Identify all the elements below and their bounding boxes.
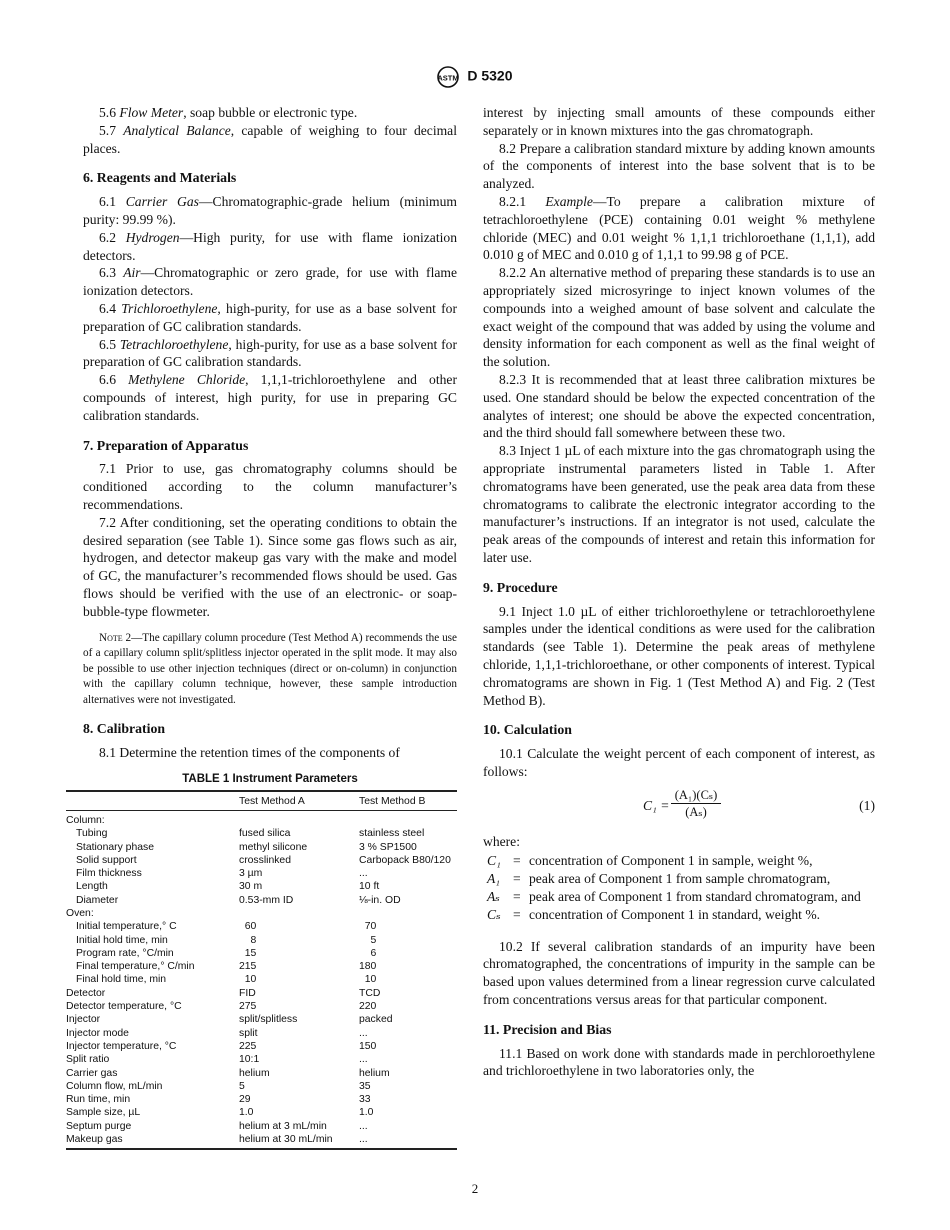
- note-2: Note 2—The capillary column procedure (Test Method A) recommends the use of a capillary column split/splitless injector operated in the split mode. It may also be possible to use other injection techniques (direct or on-column) in conjunction with the capillary column technique, however, these sample introduction alternatives were not investigated.: [83, 631, 457, 706]
- table-cell: ...: [359, 868, 368, 880]
- table-cell: 0.53-mm ID: [239, 894, 294, 906]
- table-cell: Septum purge: [66, 1120, 132, 1132]
- astm-logo-icon: [437, 66, 459, 88]
- table-cell: 5: [239, 1080, 245, 1092]
- table-cell: 1.0: [359, 1107, 374, 1119]
- table-row: [66, 934, 457, 947]
- table-cell: 220: [359, 1001, 377, 1013]
- table-cell: stainless steel: [359, 828, 425, 840]
- table-cell: 35: [359, 1080, 371, 1092]
- section-9-heading: 9. Procedure: [483, 579, 558, 595]
- table-cell: Injector mode: [66, 1027, 129, 1039]
- table-cell: [239, 907, 359, 920]
- table-cell: Program rate, °C/min: [76, 947, 174, 959]
- table-cell: 225: [239, 1040, 257, 1052]
- para-8-1: 8.1 Determine the retention times of the components of: [99, 744, 400, 760]
- table-row: [66, 1053, 457, 1066]
- table-cell: Stationary phase: [76, 841, 154, 853]
- para-7-2: 7.2 After conditioning, set the operating conditions to obtain the desired separation (see Table 1). Since some gas flows such as air, hydrogen, and detector makeup gas vary with the make and model of GC, the manufacturer’s recommended flows should be used. Gas flows should be verified with the use of an electronic- or soap- bubble-type flowmeter.: [83, 514, 457, 619]
- table-cell: helium at 30 mL/min: [239, 1133, 359, 1149]
- table-cell: 70: [359, 921, 377, 933]
- table-header-cell: Test Method A: [239, 791, 359, 811]
- table-cell: ...: [359, 1120, 368, 1132]
- table-cell: Column:: [66, 814, 105, 826]
- table-row: [66, 1093, 457, 1106]
- table-cell: Detector: [66, 987, 106, 999]
- table-cell: 15: [239, 947, 257, 959]
- equation-numerator: (A₁)(Cₛ): [671, 787, 721, 804]
- table-row: [66, 880, 457, 893]
- para-6-3: 6.3 Air—Chromatographic or zero grade, for use with flame ionization detectors.: [83, 265, 457, 299]
- section-7-heading: 7. Preparation of Apparatus: [83, 437, 249, 453]
- table-cell: Carrier gas: [66, 1067, 118, 1079]
- table-cell: Film thickness: [76, 868, 142, 880]
- para-5-6: 5.6 Flow Meter, soap bubble or electronic type.: [99, 105, 358, 120]
- table-cell: 6: [359, 947, 377, 959]
- table-cell: [239, 810, 359, 827]
- para-6-1: 6.1 Carrier Gas—Chromatographic-grade helium (minimum purity: 99.99 %).: [83, 194, 457, 227]
- table-cell: Column flow, mL/min: [66, 1080, 163, 1092]
- para-7-1: 7.1 Prior to use, gas chromatography columns should be conditioned according to the column manufacturer’s recommendations.: [83, 461, 457, 512]
- table-cell: [359, 907, 457, 920]
- table-cell: 215: [239, 961, 257, 973]
- table-cell: helium: [239, 1067, 270, 1079]
- table-cell: 180: [359, 961, 377, 973]
- table-header-cell: [66, 791, 239, 811]
- page-number: 2: [471, 1181, 479, 1196]
- table-row: [66, 907, 457, 920]
- section-8-heading: 8. Calibration: [83, 721, 166, 737]
- para-11-1: 11.1 Based on work done with standards made in perchloroethylene and trichloroethylene in two laboratories only, the: [483, 1045, 875, 1079]
- para-10-2: 10.2 If several calibration standards of an impurity have been chromatographed, the concentrations of impurity in the sample can be based upon values determined from a linear regression curve calculated from concentrations versus areas for that particular component.: [483, 938, 875, 1008]
- table-cell: 33: [359, 1094, 371, 1106]
- table-header-cell: Test Method B: [359, 791, 457, 811]
- table-cell: 60: [239, 921, 257, 933]
- para-5-7: 5.7 Analytical Balance, capable of weighing to four decimal places.: [83, 122, 457, 156]
- table-cell: crosslinked: [239, 854, 291, 866]
- table-row: [66, 854, 457, 867]
- table-cell: Carbopack B80/120: [359, 854, 451, 866]
- table-cell: 1.0: [239, 1107, 254, 1119]
- table-cell: 10:1: [239, 1054, 260, 1066]
- table-cell: Makeup gas: [66, 1133, 239, 1149]
- table-row: [66, 1040, 457, 1053]
- table-cell: ...: [359, 1054, 368, 1066]
- table-cell: methyl silicone: [239, 841, 308, 853]
- table-cell: Initial temperature,° C: [76, 921, 177, 933]
- table-row: [66, 973, 457, 986]
- section-6-heading: 6. Reagents and Materials: [83, 170, 237, 186]
- table-cell: Length: [76, 881, 108, 893]
- page-header: [0, 66, 950, 88]
- table-cell: ⅛-in. OD: [359, 894, 401, 906]
- table-cell: split/splitless: [239, 1014, 298, 1026]
- table-row: [66, 827, 457, 840]
- table-cell: Detector temperature, °C: [66, 1001, 182, 1013]
- table-cell: Split ratio: [66, 1054, 110, 1066]
- para-8-2-1: 8.2.1 Example—To prepare a calibration mixture of tetrachloroethylene (PCE) containing 0.01 weight % methylene chloride (MEC) and 0.01 weight % 1,1,1 trichloroethane (1,1,1), add 0.010 g of MEC and 0.010 g of 1,1,1 to 99.98 g of PCE.: [483, 193, 875, 263]
- table-cell: Solid support: [76, 854, 137, 866]
- para-8-2-3: 8.2.3 It is recommended that at least three calibration mixtures be used. One standard should be below the expected concentration of the analytes of interest; one should be above the expected concentration, and the third should fall somewhere between these two.: [483, 371, 875, 441]
- table-cell: split: [239, 1027, 258, 1039]
- definition-item: C₁ = concentration of Component 1 in sample, weight %,: [487, 853, 813, 869]
- definition-item: A₁ = peak area of Component 1 from sample chromatogram,: [487, 871, 831, 887]
- table-cell: Run time, min: [66, 1094, 131, 1106]
- table-row: [66, 810, 457, 827]
- table-row: [66, 867, 457, 880]
- instrument-parameters-table: [66, 790, 457, 1151]
- para-8-2: 8.2 Prepare a calibration standard mixture by adding known amounts of the components of interest into the base solvent that is to be analyzed.: [483, 140, 875, 192]
- table-cell: Final hold time, min: [76, 974, 167, 986]
- para-8-3: 8.3 Inject 1 µL of each mixture into the gas chromatograph using the appropriate instrumental parameters listed in Table 1. After chromatograms have been generated, use the peak area data from these chromatograms to calibrate the electronic integrator according to the manufacturer’s instructions. If an integrator is not used, calculate the peak areas of the compounds of interest and retain this information for later use.: [483, 443, 875, 565]
- equation-number: (1): [859, 797, 875, 813]
- equation-lhs: C₁ =: [643, 797, 670, 813]
- svg-text:ASTM: ASTM: [437, 73, 460, 83]
- table-cell: Injector: [66, 1014, 101, 1026]
- table-row: [66, 894, 457, 907]
- table-cell: Oven:: [66, 907, 94, 919]
- table-cell: Sample size, µL: [66, 1107, 141, 1119]
- variable-definitions: [483, 852, 875, 923]
- para-6-4: 6.4 Trichloroethylene, high-purity, for use as a base solvent for preparation of GC calibration standards.: [83, 300, 457, 334]
- table-cell: Initial hold time, min: [76, 934, 168, 946]
- table-row: [66, 1133, 457, 1149]
- table-cell: Injector temperature, °C: [66, 1040, 177, 1052]
- table-cell: ...: [359, 1133, 457, 1149]
- table-cell: 3 % SP1500: [359, 841, 417, 853]
- table-cell: fused silica: [239, 828, 291, 840]
- table-cell: 30 m: [239, 881, 263, 893]
- table-cell: helium: [359, 1067, 390, 1079]
- table-cell: Final temperature,° C/min: [76, 961, 195, 973]
- table-row: [66, 1120, 457, 1133]
- table-cell: packed: [359, 1014, 393, 1026]
- table-cell: 29: [239, 1094, 251, 1106]
- left-column: [66, 104, 457, 1150]
- table-cell: 10: [239, 974, 257, 986]
- table-cell: 8: [239, 934, 257, 946]
- table-cell: 5: [359, 934, 377, 946]
- table-cell: Tubing: [76, 828, 108, 840]
- table-row: [66, 1106, 457, 1119]
- definition-item: Aₛ = peak area of Component 1 from standard chromatogram, and: [487, 889, 861, 905]
- table-1-title: TABLE 1 Instrument Parameters: [182, 772, 358, 785]
- table-header-row: [66, 791, 457, 811]
- equation-1: [483, 787, 875, 827]
- section-10-heading: 10. Calculation: [483, 722, 572, 738]
- table-cell: 10 ft: [359, 881, 380, 893]
- table-cell: 3 µm: [239, 868, 263, 880]
- table-cell: ...: [359, 1027, 368, 1039]
- table-row: [66, 960, 457, 973]
- table-row: [66, 1027, 457, 1040]
- table-row: [66, 1067, 457, 1080]
- table-row: [66, 1000, 457, 1013]
- table-row: [66, 987, 457, 1000]
- para-6-2: 6.2 Hydrogen—High purity, for use with flame ionization detectors.: [83, 229, 457, 263]
- table-cell: 150: [359, 1040, 377, 1052]
- para-6-5: 6.5 Tetrachloroethylene, high-purity, for use as a base solvent for preparation of GC calibration standards.: [83, 336, 457, 370]
- table-row: [66, 920, 457, 933]
- table-row: [66, 841, 457, 854]
- table-row: [66, 1013, 457, 1026]
- section-11-heading: 11. Precision and Bias: [483, 1021, 612, 1037]
- table-cell: 10: [359, 974, 377, 986]
- para-8-1-cont: interest by injecting small amounts of these compounds either separately or in known mixtures into the gas chromatograph.: [483, 105, 875, 138]
- table-row: [66, 1080, 457, 1093]
- table-cell: 275: [239, 1001, 257, 1013]
- designation: D 5320: [467, 67, 513, 84]
- table-cell: helium at 3 mL/min: [239, 1120, 327, 1132]
- para-9-1: 9.1 Inject 1.0 µL of either trichloroethylene or tetrachloroethylene samples under the identical conditions as were used for the calibration standards (see Table 1). Determine the peak areas of methylene chloride, 1,1,1-trichloroethane, or other components of interest. Typical chromatograms are shown in Fig. 1 (Test Method A) and Fig. 2 (Test Method B).: [483, 603, 875, 708]
- right-column: [483, 104, 875, 1080]
- equation-denominator: (Aₛ): [685, 804, 707, 819]
- table-cell: TCD: [359, 987, 381, 999]
- para-10-1: 10.1 Calculate the weight percent of each component of interest, as follows:: [483, 746, 875, 779]
- where-label: where:: [483, 833, 520, 849]
- table-cell: [359, 810, 457, 827]
- para-8-2-2: 8.2.2 An alternative method of preparing these standards is to use an appropriately sized microsyringe to inject known volumes of the compounds into a weighed amount of base solvent and calculate the exact weight of the compound that was added by using the volume and density information for each component as well as the final weight of the solution.: [483, 265, 875, 370]
- table-cell: Diameter: [76, 894, 119, 906]
- equation-fraction: [671, 787, 721, 820]
- table-cell: FID: [239, 987, 256, 999]
- para-6-6: 6.6 Methylene Chloride, 1,1,1-trichloroethylene and other compounds of interest, high purity, for use in preparing GC calibration standards.: [83, 372, 457, 423]
- table-row: [66, 947, 457, 960]
- definition-item: Cₛ = concentration of Component 1 in standard, weight %.: [487, 906, 821, 922]
